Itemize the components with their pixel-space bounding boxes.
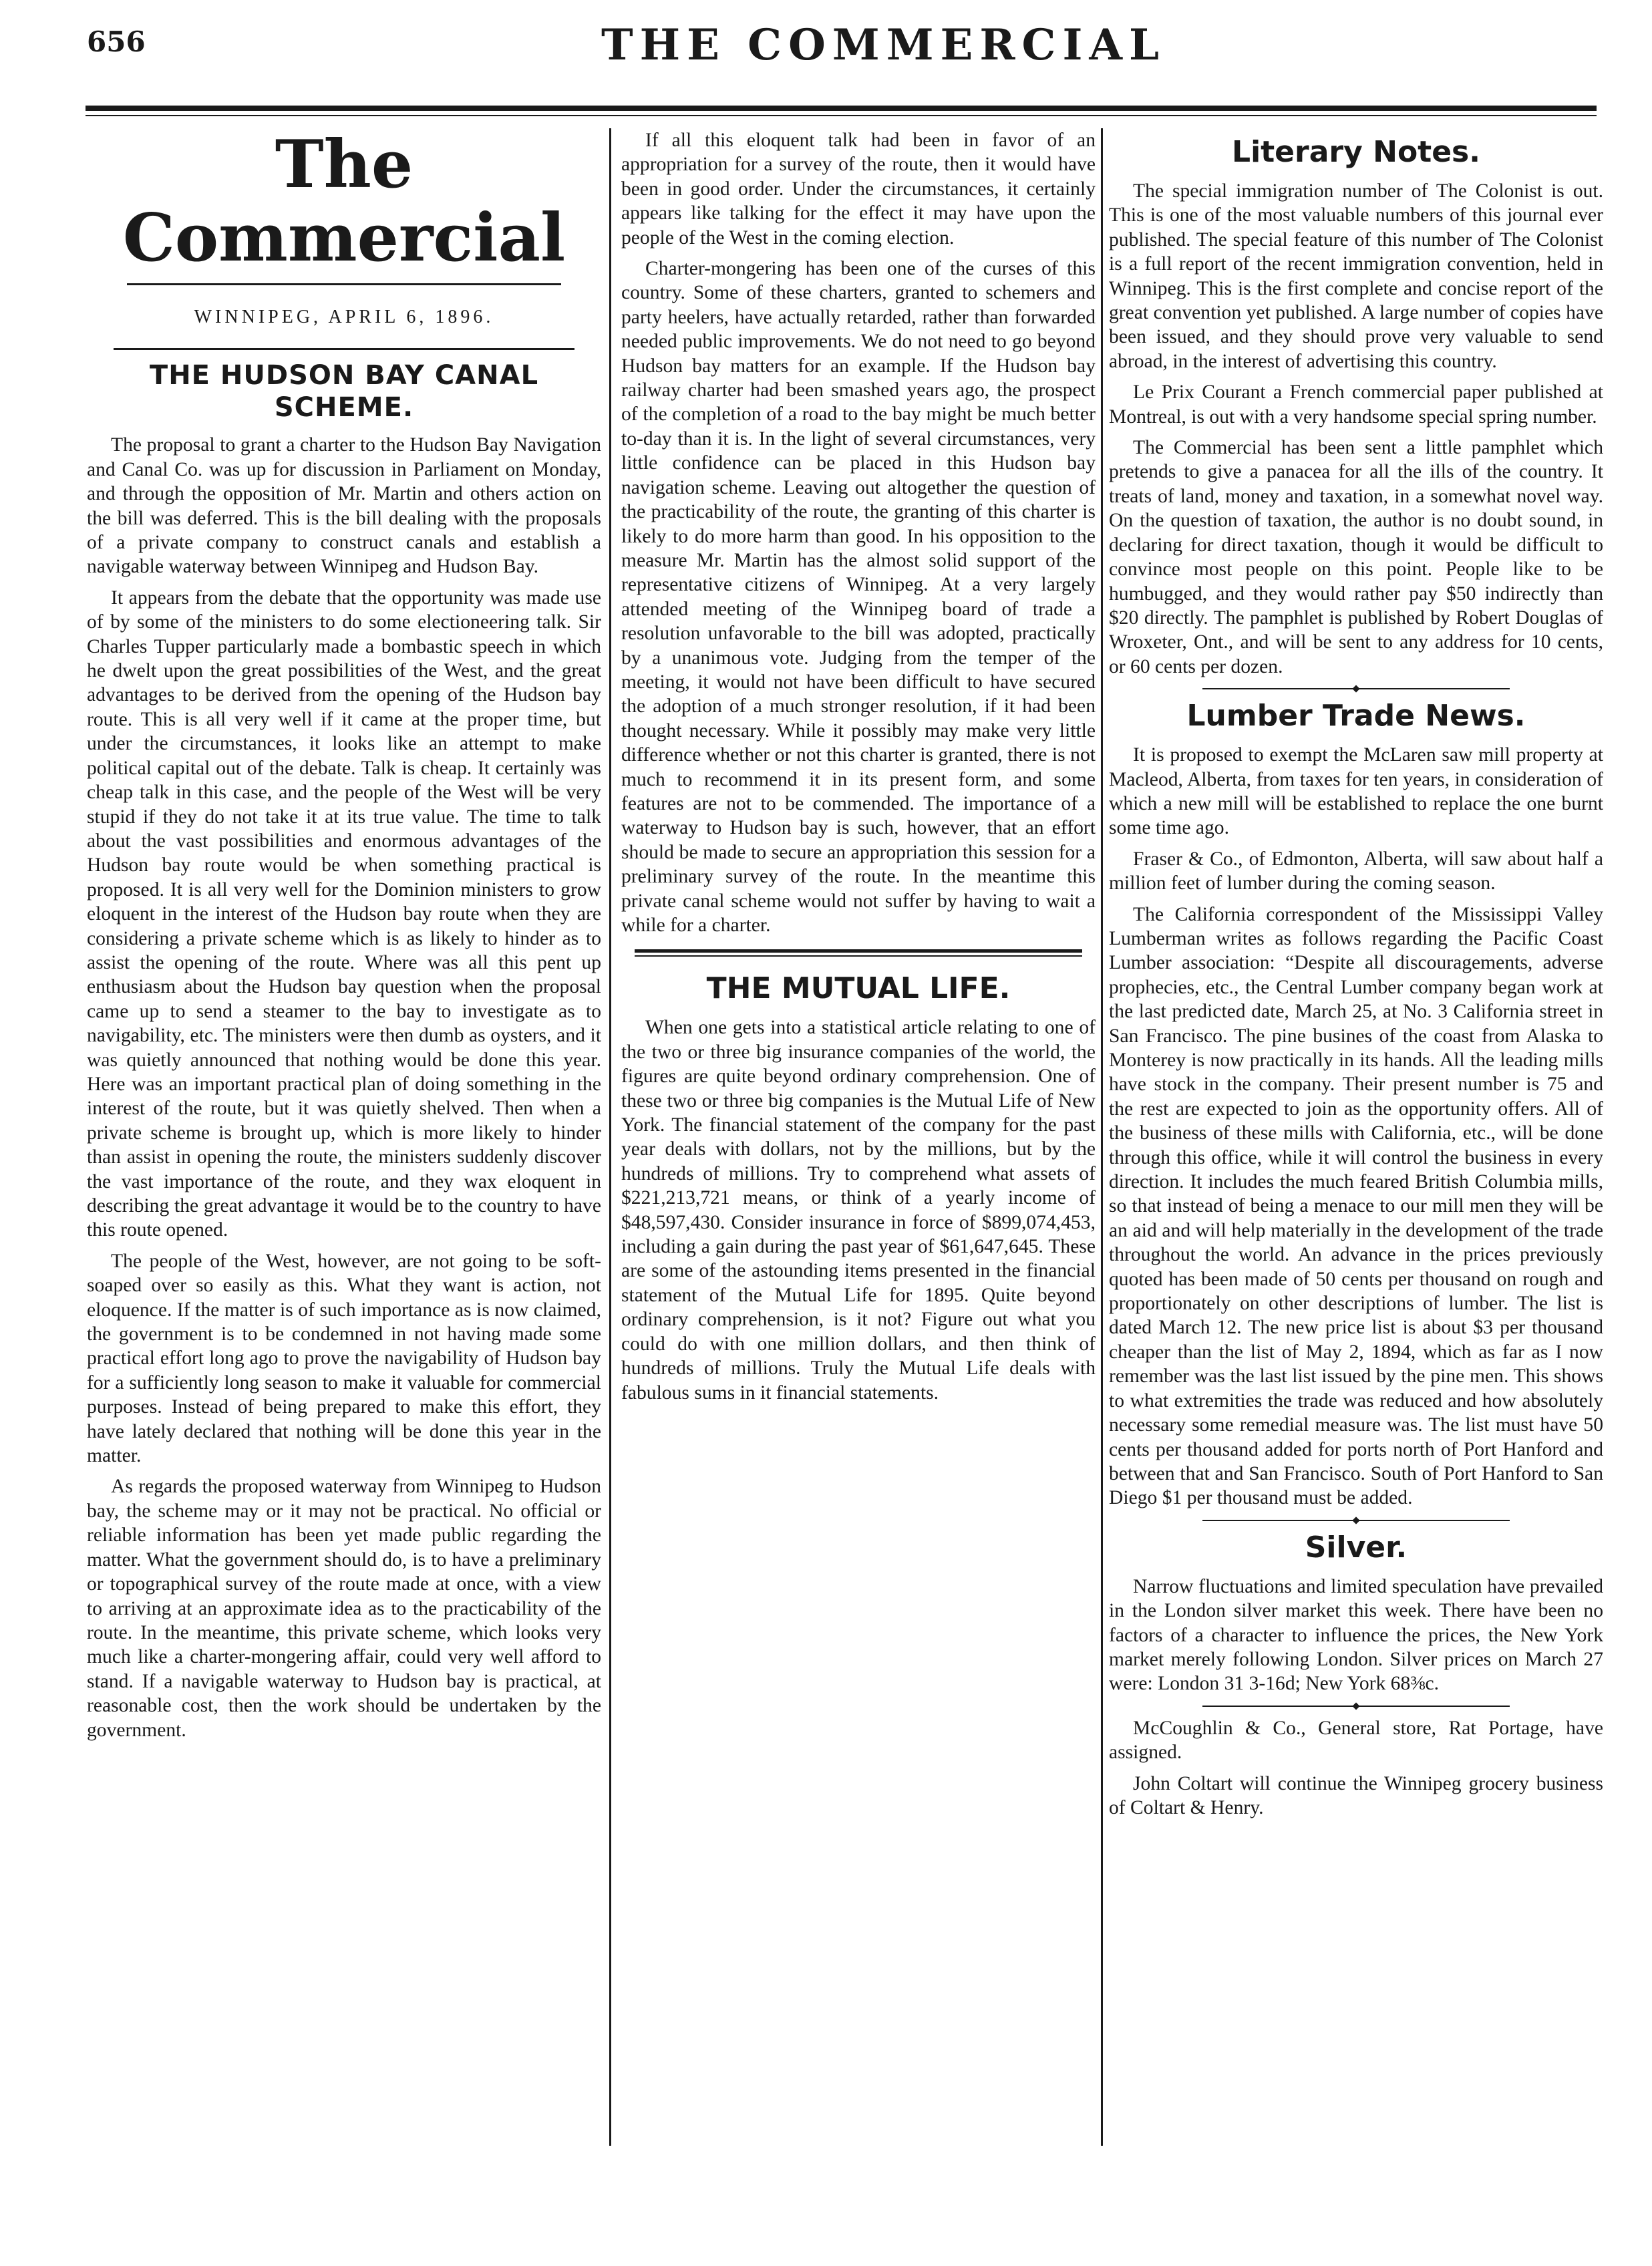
article-paragraph: If all this eloquent talk had been in favor of an appropriation for a survey of the route, then it would have been in good order. Under the circumstances, it certainly appears like talking for the effect it may have upon the people of the West in the coming election.: [621, 130, 1096, 249]
column-2: [621, 128, 1096, 2146]
section-divider: [1202, 1706, 1510, 1707]
article-paragraph: Narrow fluctuations and limited speculation have prevailed in the London silver market this week. There have been no factors of a character to influence the prices, the New York market merely following London. Silver prices on March 27 were: London 31 3-16d; New York 68⅜c.: [1109, 1575, 1603, 1695]
section-headline-silver: Silver.: [1305, 1530, 1408, 1565]
masthead-title: The Commercial: [122, 128, 566, 277]
article-paragraph: The special immigration number of The Colonist is out. This is one of the most valuable numbers of this journal ever published. The special feature of this number of The Colonist is a full report of the recent immigration convention, held in Winnipeg. This is the first complete and concise report of the great convention yet published. A large number of copies have been issued, and they should prove very valuable to send abroad, in the interest of advertising this country.: [1109, 180, 1603, 372]
header-rule-thin: [86, 115, 1597, 116]
masthead-rule: [127, 283, 561, 285]
dateline: WINNIPEG, APRIL 6, 1896.: [194, 307, 494, 327]
article-paragraph: Charter-mongering has been one of the curses of this country. Some of these charters, granted to schemers and party heelers, have actually retarded, rather than forwarded needed public improvements. We do not need to go beyond Hudson bay matters for an example. If the Hudson bay railway charter had been smashed years ago, the prospect of the completion of a road to the bay might be much better to-day than it is. In the light of several circumstances, very little confidence can be placed in this Hudson bay navigation scheme. Leaving out altogether the question of the practicability of the route, the granting of this charter is likely to do more harm than good. In his opposition to the measure Mr. Martin has the almost solid support of the representative citizens of Winnipeg. At a very largely attended meeting of the Winnipeg board of trade a resolution unfavorable to the bill was adopted, practically by a unanimous vote. Judging from the temper of the meeting, it would not have been difficult to have secured the adoption of a much stronger resolution, if it had been thought necessary. While it possibly may make very little difference whether or not this charter is granted, there is not much to recommend it in its present form, and some features are not to be commended. The importance of a waterway to Hudson bay is such, however, that an effort should be made to secure an appropriation this session for a preliminary survey of the route. In the meantime this private canal scheme would not suffer by having to wait a while for a charter.: [621, 258, 1096, 936]
notice-paragraph: McCoughlin & Co., General store, Rat Portage, have assigned.: [1109, 1717, 1603, 1764]
page-number: 656: [87, 25, 146, 58]
section-divider: [1202, 1520, 1510, 1521]
section-headline-lumber: Lumber Trade News.: [1186, 699, 1526, 734]
column-divider: [1101, 128, 1103, 2146]
article-paragraph: As regards the proposed waterway from Winnipeg to Hudson bay, the scheme may or it may not be practical. No official or reliable information has been yet made public regarding the matter. What the government should do, is to have a preliminary or topographical survey of the route made at once, with a view to arriving at an approximate idea as to the practicability of the route. In the meantime, this private scheme, which looks very much like a charter-mongering affair, could very well afford to stand. If a navigable waterway to Hudson bay is practical, at reasonable cost, then the work should be undertaken by the government.: [87, 1476, 601, 1741]
article-paragraph: The people of the West, however, are not going to be soft-soaped over so easily as this. What they want is action, not eloquence. If the matter is of such importance as is now claimed, the government is to be condemned in not having made some practical effort long ago to prove the navigability of Hudson bay for a sufficiently long season to make it valuable for commercial purposes. Instead of being prepared to make this effort, they have lately declared that nothing will be done this year in the matter.: [87, 1250, 601, 1467]
header-rule: [86, 106, 1597, 111]
article-headline-hudson: THE HUDSON BAY CANAL SCHEME.: [149, 360, 539, 424]
article-paragraph: It appears from the debate that the opportunity was made use of by some of the ministers to do some electioneering talk. Sir Charles Tupper particularly made a bombastic speech in which he dwelt upon the great possibilities of the West, and the great advantages to be derived from the opening of the Hudson bay route. This is all very well if it came at the proper time, but under the circumstances, it looks like an attempt to make political capital out of the debate. Talk is cheap. It certainly was cheap talk in this case, and the people of the West will be very stupid if they do not take it at its true value. The time to talk about the vast possibilities and enormous advantages of the Hudson bay route would be when something practical is proposed. It is all very well for the Dominion ministers to grow eloquent in the interest of the Hudson bay route when they are considering a private scheme which is as likely to hinder as to assist the opening of the route. Where was all this pent up enthusiasm about the Hudson bay question when the proposal came up to send a steamer to the bay to investigate as to navigability, etc. The ministers were then dumb as oysters, and it was quietly announced that nothing would be done this year. Here was an important practical plan of doing something in the interest of the route, but it was quietly shelved. Then when a private scheme is brought up, which is more likely to hinder than assist in opening the route, the ministers suddenly discover the vast importance of the route, and they wax eloquent in describing the great advantage it would be to the country to have this route opened.: [87, 587, 601, 1241]
section-rule-thin: [635, 955, 1082, 957]
section-rule: [635, 949, 1082, 953]
article-headline-mutual: THE MUTUAL LIFE.: [706, 971, 1011, 1006]
dateline-rule: [114, 348, 574, 350]
article-paragraph: The Commercial has been sent a little pamphlet which pretends to give a panacea for all the ills of the country. It treats of land, money and taxation, in a somewhat novel way. On the question of taxation, the author is no doubt sound, in declaring for direct taxation, though it would be difficult to convince most people on this point. People like to be humbugged, and they would rather pay $50 indirectly than $20 directly. The pamphlet is published by Robert Douglas of Wroxeter, Ont., and will be sent to any address for 10 cents, or 60 cents per dozen.: [1109, 437, 1603, 677]
article-paragraph: Fraser & Co., of Edmonton, Alberta, will saw about half a million feet of lumber during the coming season.: [1109, 848, 1603, 895]
column-divider: [609, 128, 611, 2146]
article-paragraph: It is proposed to exempt the McLaren saw mill property at Macleod, Alberta, from taxes for ten years, in consideration of which a new mill will be established to replace the one burnt some time ago.: [1109, 744, 1603, 839]
notice-paragraph: John Coltart will continue the Winnipeg grocery business of Coltart & Henry.: [1109, 1772, 1603, 1818]
section-headline-literary: Literary Notes.: [1232, 135, 1480, 169]
column-1: [87, 128, 601, 2146]
article-paragraph: The proposal to grant a charter to the Hudson Bay Navigation and Canal Co. was up for discussion in Parliament on Monday, and through the opposition of Mr. Martin and others action on the bill was deferred. This is the bill dealing with the proposals of a private company to construct canals and establish a navigable waterway between Winnipeg and Hudson Bay.: [87, 434, 601, 578]
article-paragraph: When one gets into a statistical article relating to one of the two or three big insurance companies of the world, the figures are quite beyond ordinary comprehension. One of these two or three big companies is the Mutual Life of New York. The financial statement of the company for the past year deals with dollars, not by the millions, but by the hundreds of millions. Try to comprehend what assets of $221,213,721 means, or think of a yearly income of $48,597,430. Consider insurance in force of $899,074,453, including a gain during the past year of $61,647,645. These are some of the astounding items presented in the financial statement of the Mutual Life for 1895. Quite beyond ordinary comprehension, is it not? Figure out what you could do with one million dollars, and then think of hundreds of millions. Truly the Mutual Life deals with fabulous sums in it financial statements.: [621, 1017, 1096, 1404]
column-3: [1109, 128, 1603, 2146]
article-paragraph: Le Prix Courant a French commercial paper published at Montreal, is out with a very handsome special spring number.: [1109, 381, 1603, 428]
article-paragraph: The California correspondent of the Mississippi Valley Lumberman writes as follows regarding the Pacific Coast Lumber association: “Despite all discouragements, adverse prophecies, etc., the Central Lumber company began work at the last predicted date, March 25, at No. 3 California street in San Francisco. The pine busines of the coast from Alaska to Monterey is now practically in its hands. All the leading mills have stock in the company. Their present number is 75 and the rest are expected to join as the opportunity offers. All of the business of these mills with California, etc., will be done through this office, while it will control the business in every direction. It includes the much feared British Columbia mills, so that instead of being a menace to our mill men they will be an aid and will help materially in the development of the trade throughout the world. An advance in the prices previously quoted has been made of 50 cents per thousand on rough and proportionately on other descriptions of lumber. The list is dated March 12. The new price list is about $3 per thousand cheaper than the list of May 2, 1894, which as far as I now remember was the last list issued by the pine men. This shows to what extremities the trade was reduced and how absolutely necessary some remedial measure was. The list must have 50 cents per thousand added for ports north of Port Hanford and between that and San Francisco. South of Port Hanford to San Diego $1 per thousand must be added.: [1109, 903, 1603, 1509]
section-divider: [1202, 688, 1510, 689]
running-head: THE COMMERCIAL: [601, 20, 1166, 70]
